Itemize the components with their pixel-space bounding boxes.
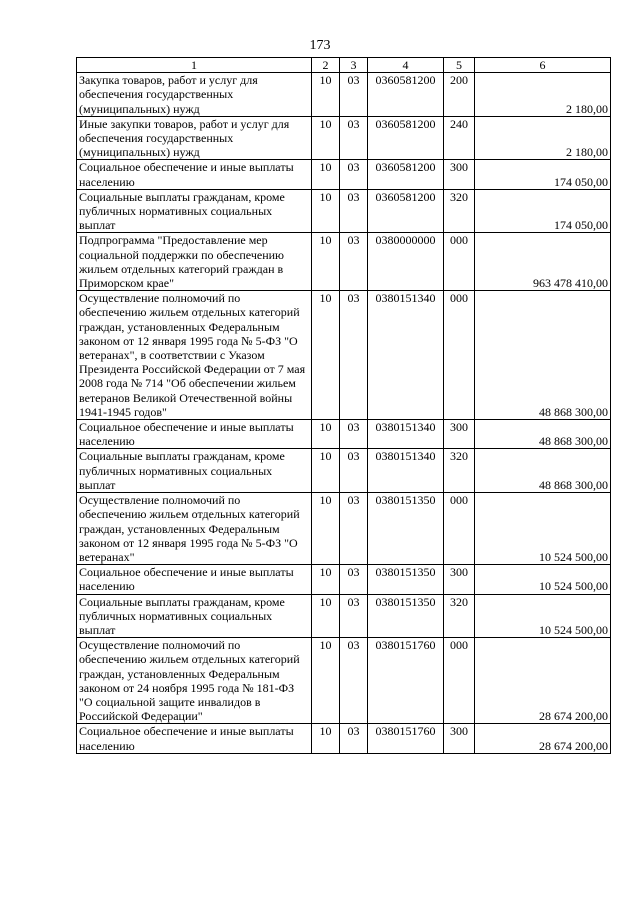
cell-amount: 174 050,00 [475,189,611,233]
cell-name: Социальное обеспечение и иные выплаты населению [77,420,312,449]
cell-subsection: 03 [340,565,368,594]
cell-name: Социальное обеспечение и иные выплаты населению [77,565,312,594]
table-row [77,291,611,420]
table-header [77,58,611,73]
cell-section: 10 [312,291,340,420]
cell-expense-type: 000 [444,638,475,724]
cell-article: 0380151350 [368,565,444,594]
cell-section: 10 [312,594,340,638]
cell-subsection: 03 [340,638,368,724]
cell-expense-type: 320 [444,189,475,233]
cell-expense-type: 240 [444,116,475,160]
cell-subsection: 03 [340,189,368,233]
cell-article: 0360581200 [368,189,444,233]
table-row [77,449,611,493]
table-row [77,724,611,753]
cell-section: 10 [312,565,340,594]
page-number: 173 [309,38,331,53]
cell-article: 0380151760 [368,724,444,753]
cell-expense-type: 320 [444,449,475,493]
budget-table [76,57,611,754]
cell-subsection: 03 [340,160,368,189]
cell-article: 0380151340 [368,420,444,449]
header-cell-1: 1 [77,58,312,73]
cell-section: 10 [312,73,340,117]
cell-name: Социальное обеспечение и иные выплаты населению [77,724,312,753]
cell-name: Социальные выплаты гражданам, кроме публичных нормативных социальных выплат [77,189,312,233]
cell-name: Осуществление полномочий по обеспечению жильем отдельных категорий граждан, установленных Федеральным законом от 24 ноября 1995 года № 181-ФЗ "О социальной защите инвалидов в Российской Федерации" [77,638,312,724]
table-row [77,493,611,565]
cell-name: Закупка товаров, работ и услуг для обеспечения государственных (муниципальных) нужд [77,73,312,117]
cell-article: 0380151760 [368,638,444,724]
header-cell-4: 4 [368,58,444,73]
cell-amount: 10 524 500,00 [475,565,611,594]
cell-section: 10 [312,116,340,160]
header-row [77,58,611,73]
cell-article: 0360581200 [368,73,444,117]
cell-expense-type: 200 [444,73,475,117]
cell-amount: 10 524 500,00 [475,493,611,565]
cell-amount: 10 524 500,00 [475,594,611,638]
table-row [77,189,611,233]
cell-subsection: 03 [340,291,368,420]
cell-expense-type: 000 [444,233,475,291]
cell-amount: 2 180,00 [475,73,611,117]
cell-name: Подпрограмма "Предоставление мер социальной поддержки по обеспечению жильем отдельных категорий граждан в Приморском крае" [77,233,312,291]
cell-name: Социальные выплаты гражданам, кроме публичных нормативных социальных выплат [77,449,312,493]
table-row [77,638,611,724]
cell-section: 10 [312,420,340,449]
cell-expense-type: 000 [444,291,475,420]
cell-subsection: 03 [340,493,368,565]
header-cell-6: 6 [475,58,611,73]
cell-amount: 28 674 200,00 [475,638,611,724]
cell-section: 10 [312,189,340,233]
cell-subsection: 03 [340,724,368,753]
cell-subsection: 03 [340,116,368,160]
table-row [77,73,611,117]
cell-expense-type: 300 [444,420,475,449]
cell-expense-type: 300 [444,724,475,753]
table-row [77,420,611,449]
cell-expense-type: 320 [444,594,475,638]
header-cell-5: 5 [444,58,475,73]
cell-section: 10 [312,724,340,753]
cell-article: 0380151350 [368,594,444,638]
cell-article: 0380000000 [368,233,444,291]
cell-section: 10 [312,638,340,724]
cell-subsection: 03 [340,420,368,449]
cell-article: 0380151340 [368,291,444,420]
cell-name: Социальные выплаты гражданам, кроме публичных нормативных социальных выплат [77,594,312,638]
cell-expense-type: 300 [444,160,475,189]
cell-expense-type: 300 [444,565,475,594]
cell-amount: 963 478 410,00 [475,233,611,291]
cell-article: 0380151350 [368,493,444,565]
cell-amount: 2 180,00 [475,116,611,160]
cell-article: 0360581200 [368,116,444,160]
cell-section: 10 [312,160,340,189]
cell-subsection: 03 [340,233,368,291]
cell-section: 10 [312,233,340,291]
table-row [77,116,611,160]
table-row [77,233,611,291]
cell-amount: 48 868 300,00 [475,291,611,420]
table-body [77,73,611,754]
table-row [77,594,611,638]
cell-expense-type: 000 [444,493,475,565]
cell-subsection: 03 [340,73,368,117]
header-cell-2: 2 [312,58,340,73]
cell-section: 10 [312,493,340,565]
table-row [77,565,611,594]
cell-name: Осуществление полномочий по обеспечению жильем отдельных категорий граждан, установленных Федеральным законом от 12 января 1995 года № 5-ФЗ "О ветеранах", в соответствии с Указом Президента Российской Федерации от 7 мая 2008 года № 714 "Об обеспечении жильем ветеранов Великой Отечественной войны 1941-1945 годов" [77,291,312,420]
cell-amount: 174 050,00 [475,160,611,189]
header-cell-3: 3 [340,58,368,73]
cell-amount: 48 868 300,00 [475,449,611,493]
cell-name: Иные закупки товаров, работ и услуг для обеспечения государственных (муниципальных) нужд [77,116,312,160]
cell-name: Социальное обеспечение и иные выплаты населению [77,160,312,189]
cell-subsection: 03 [340,449,368,493]
cell-amount: 28 674 200,00 [475,724,611,753]
cell-amount: 48 868 300,00 [475,420,611,449]
cell-article: 0380151340 [368,449,444,493]
cell-article: 0360581200 [368,160,444,189]
cell-name: Осуществление полномочий по обеспечению жильем отдельных категорий граждан, установленных Федеральным законом от 12 января 1995 года № 5-ФЗ "О ветеранах" [77,493,312,565]
table-row [77,160,611,189]
cell-subsection: 03 [340,594,368,638]
cell-section: 10 [312,449,340,493]
